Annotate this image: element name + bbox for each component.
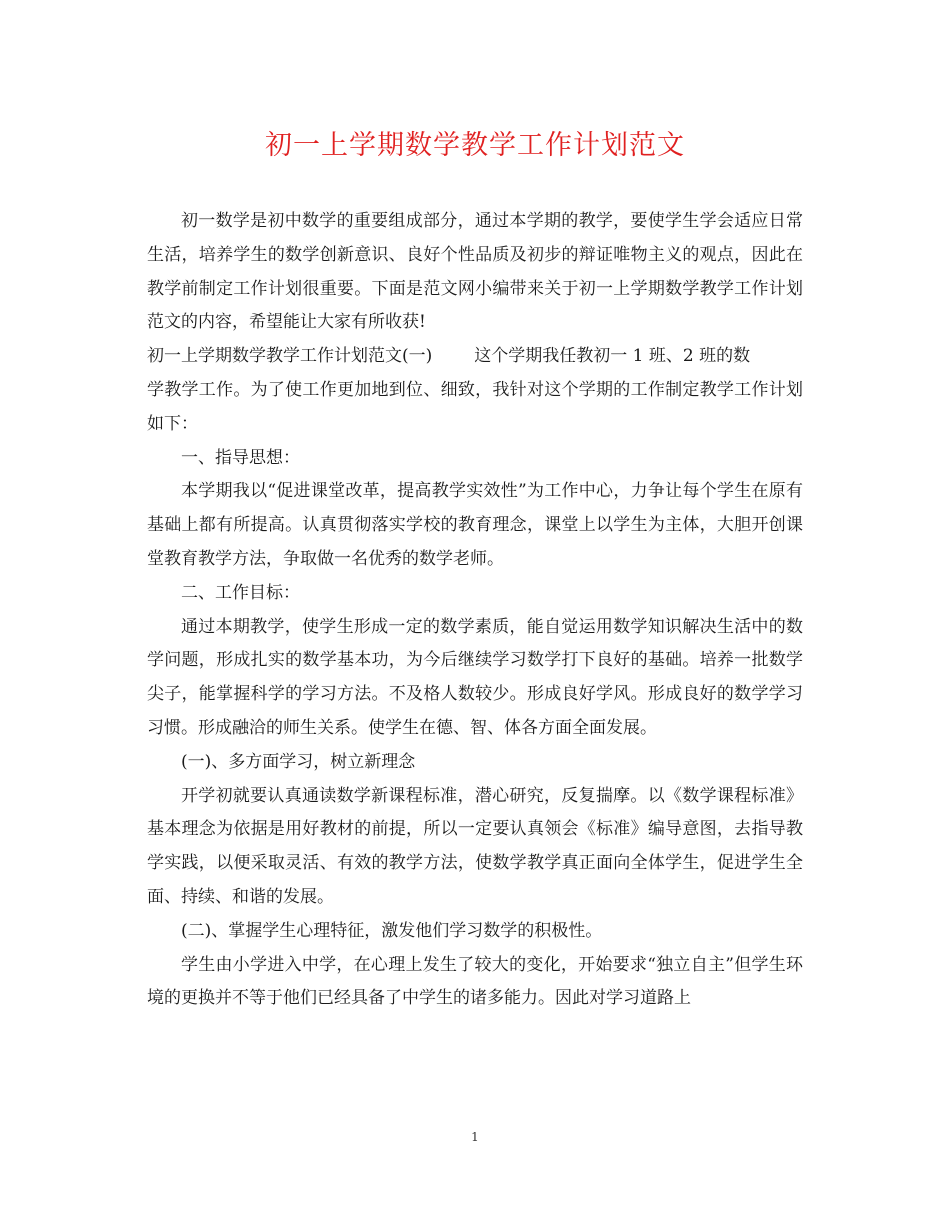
page-number: 1 [471, 1130, 479, 1144]
section-one-first-line [147, 340, 803, 374]
heading-guiding-thought: 一、指导思想： [181, 447, 300, 468]
work-goals-paragraph: 通过本期教学，使学生形成一定的数学素质，能自觉运用数学知识解决生活中的数学问题，形成扎实的数学基本功，为今后继续学习数学打下良好的基础。培养一批数学尖子，能掌握科学的学习方法。不及格人数较少。形成良好学风。形成良好的数学学习习惯。形成融洽的师生关系。使学生在德、智、体各方面全面发展。 [147, 616, 803, 738]
guiding-thought-paragraph: 本学期我以“促进课堂改革，提高教学实效性”为工作中心，力争让每个学生在原有基础上都有所提高。认真贯彻落实学校的教育理念，课堂上以学生为主体，大胆开创课堂教育教学方法，争取做一名优秀的数学老师。 [147, 481, 803, 569]
section-one-heading: 初一上学期数学教学工作计划范文(一) [147, 346, 433, 367]
section-one-lead: 这个学期我任教初一 1 班、2 班的数 [474, 346, 751, 367]
document-body [147, 205, 803, 1016]
heading-subsection-one: (一)、多方面学习，树立新理念 [181, 751, 416, 772]
intro-paragraph: 初一数学是初中数学的重要组成部分，通过本学期的教学，要使学生学会适应日常生活，培养学生的数学创新意识、良好个性品质及初步的辩证唯物主义的观点，因此在教学前制定工作计划很重要。下面是范文网小编带来关于初一上学期数学教学工作计划范文的内容，希望能让大家有所收获! [147, 211, 803, 333]
heading-subsection-two: (二)、掌握学生心理特征，激发他们学习数学的积极性。 [181, 920, 603, 941]
subsection-one-paragraph: 开学初就要认真通读数学新课程标准，潜心研究，反复揣摩。以《数学课程标准》基本理念为依据是用好教材的前提，所以一定要认真领会《标准》编导意图，去指导教学实践，以便采取灵活、有效的教学方法，使数学教学真正面向全体学生，促进学生全面、持续、和谐的发展。 [147, 785, 803, 907]
document-title: 初一上学期数学教学工作计划范文 [265, 130, 685, 161]
section-one-paragraph: 学教学工作。为了使工作更加地到位、细致，我针对这个学期的工作制定教学工作计划如下： [147, 379, 803, 434]
heading-work-goals: 二、工作目标： [181, 582, 300, 603]
subsection-two-paragraph: 学生由小学进入中学，在心理上发生了较大的变化，开始要求“独立自主”但学生环境的更换并不等于他们已经具备了中学生的诸多能力。因此对学习道路上 [147, 954, 803, 1009]
